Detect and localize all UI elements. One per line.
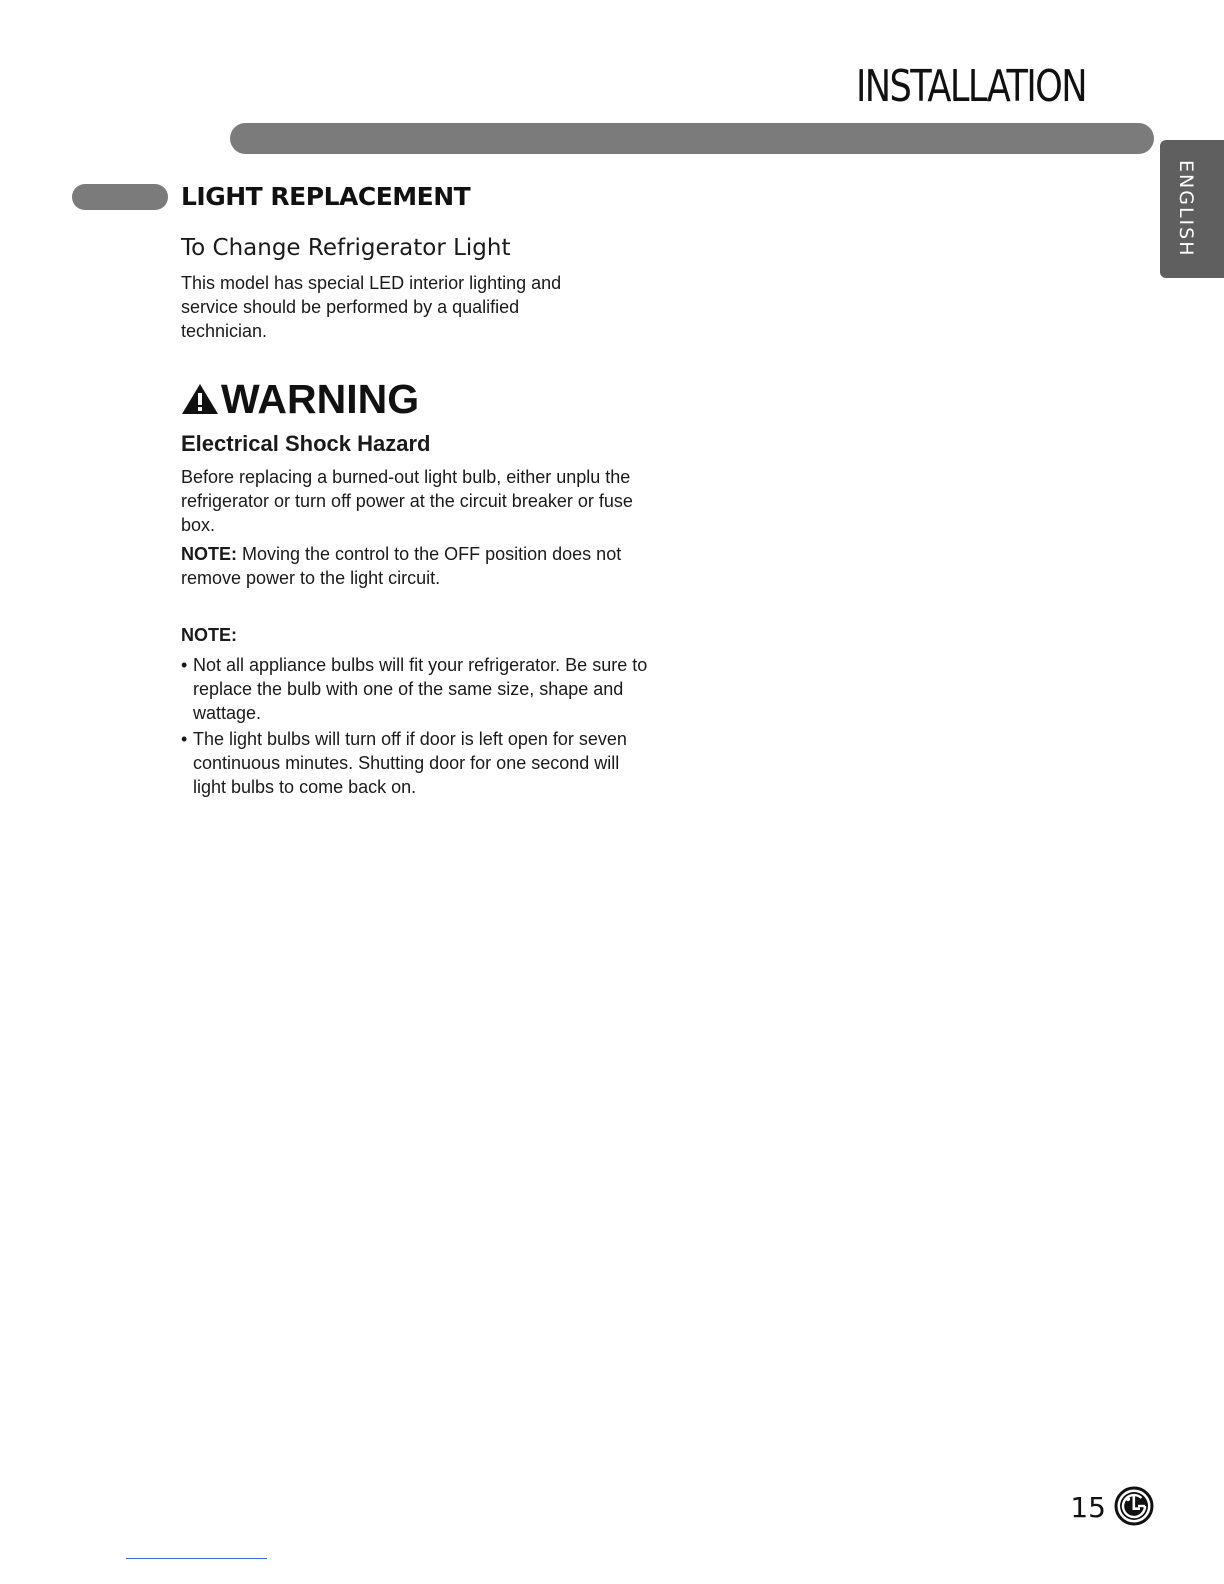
bullet-icon: • bbox=[181, 655, 188, 675]
notes-heading: NOTE: bbox=[181, 625, 237, 645]
list-item bbox=[181, 727, 651, 799]
page-title: INSTALLATION bbox=[856, 61, 1087, 112]
warning-note bbox=[181, 542, 651, 590]
note-item-text: Not all appliance bulbs will fit your refrigerator. Be sure to replace the bulb with one of the same size, shape and wattage. bbox=[193, 655, 648, 723]
warning-title bbox=[181, 374, 419, 424]
language-tab-label: ENGLISH bbox=[1175, 160, 1197, 258]
notes-list bbox=[181, 653, 651, 801]
intro-paragraph: This model has special LED interior lighting and service should be performed by a qualified technician. bbox=[181, 273, 562, 341]
section-heading: LIGHT REPLACEMENT bbox=[181, 182, 471, 211]
warning-title-text: WARNING bbox=[221, 376, 420, 422]
subsection-heading: To Change Refrigerator Light bbox=[181, 235, 511, 261]
note-item-text: The light bulbs will turn off if door is left open for seven continuous minutes. Shutting door for one second will light bulbs to come back on. bbox=[193, 729, 627, 797]
warning-note-text: Moving the control to the OFF position does not remove power to the light circuit. bbox=[181, 544, 622, 588]
warning-paragraph: Before replacing a burned-out light bulb, either unplu the refrigerator or turn off power at the circuit breaker or fuse box. bbox=[181, 467, 633, 535]
footer-line bbox=[126, 1558, 267, 1559]
header-divider-bar bbox=[230, 123, 1154, 154]
list-item bbox=[181, 653, 651, 725]
bullet-icon: • bbox=[181, 729, 188, 749]
lg-logo-icon bbox=[1114, 1486, 1154, 1526]
warning-note-label: NOTE: bbox=[181, 544, 237, 564]
warning-triangle-icon bbox=[181, 383, 219, 415]
page-number: 15 bbox=[1070, 1491, 1106, 1524]
hazard-title: Electrical Shock Hazard bbox=[181, 431, 431, 456]
section-marker bbox=[72, 184, 168, 210]
